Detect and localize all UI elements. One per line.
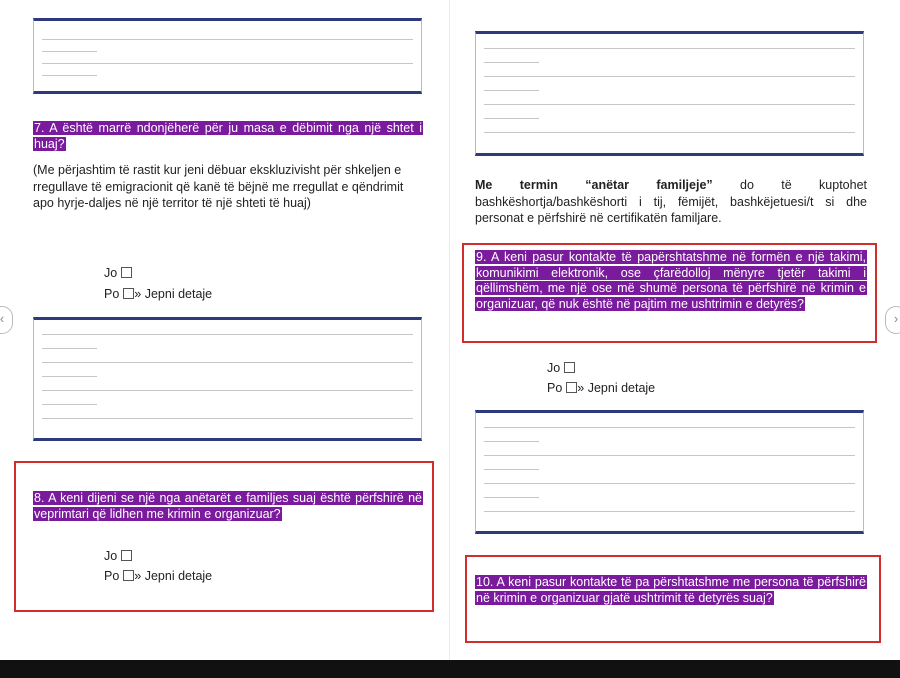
answer-box-q9-details[interactable] xyxy=(475,410,864,534)
definition-text: do të kuptohet bashkëshortja/bashkëshorti i tij, fëmijët, bashkëjetuesi/t si dhe personat e përfshirë në certifikatën familjare. xyxy=(475,178,868,225)
question-7-note: (Me përjashtim të rastit kur jeni dëbuar ekskluzivisht për shkeljen e rregullave të emigracionit që kanë të bëjnë me rregullat e qëndrimit apo hyrje-daljes në një territor të një shteti të huaj) xyxy=(33,163,404,210)
answer-box-top-right[interactable] xyxy=(475,31,864,156)
q8-option-no-label: Jo xyxy=(104,549,118,563)
definition-term: Me termin “anëtar familjeje” xyxy=(475,178,713,192)
question-10-text: 10. A keni pasur kontakte të pa përshtatshme me persona të përfshirë në krimin e organizuar gjatë ushtrimit të detyrës suaj? xyxy=(476,575,866,605)
q7-option-no[interactable] xyxy=(104,265,132,281)
question-10 xyxy=(475,575,867,606)
prev-page-arrow[interactable]: ‹ xyxy=(0,306,13,334)
q8-checkbox-yes[interactable] xyxy=(123,570,134,581)
next-page-arrow[interactable]: › xyxy=(885,306,900,334)
q8-option-yes[interactable] xyxy=(104,568,212,584)
q8-option-yes-label: Po xyxy=(104,569,120,583)
q7-checkbox-yes[interactable] xyxy=(123,288,134,299)
page-left xyxy=(0,0,450,660)
q9-details-label: » Jepni detaje xyxy=(577,381,656,395)
q9-checkbox-yes[interactable] xyxy=(566,382,577,393)
q7-option-no-label: Jo xyxy=(104,266,118,280)
q8-option-no[interactable] xyxy=(104,548,132,564)
annotation-box-q8 xyxy=(14,461,434,612)
q7-option-yes-label: Po xyxy=(104,287,120,301)
question-9-text: 9. A keni pasur kontakte të papërshtatshme në formën e një takimi, komunikimi elektronik, ose çfarëdolloj mënyre tjetër takimi i qëllimshëm, me një ose më shumë persona të përfshirë në krimin e organizuar, që nuk është në pajtim me ushtrimin e detyrës? xyxy=(476,250,866,311)
q9-option-yes[interactable] xyxy=(547,380,655,396)
bottom-bar xyxy=(0,660,900,678)
q8-details-label: » Jepni detaje xyxy=(134,569,213,583)
q9-option-no[interactable] xyxy=(547,360,575,376)
answer-box-top-left[interactable] xyxy=(33,18,422,94)
q7-checkbox-no[interactable] xyxy=(121,267,132,278)
family-member-definition xyxy=(475,177,867,227)
q9-option-no-label: Jo xyxy=(547,361,561,375)
question-8-text: 8. A keni dijeni se një nga anëtarët e familjes suaj është përfshirë në veprimtari që lidhen me krimin e organizuar? xyxy=(34,491,422,521)
q7-details-label: » Jepni detaje xyxy=(134,287,213,301)
q8-checkbox-no[interactable] xyxy=(121,550,132,561)
question-7-text: 7. A është marrë ndonjëherë për ju masa e dëbimit nga një shtet i huaj? xyxy=(34,121,422,151)
question-7 xyxy=(33,121,423,152)
q9-option-yes-label: Po xyxy=(547,381,563,395)
question-8 xyxy=(33,491,423,522)
answer-box-q7-details[interactable] xyxy=(33,317,422,441)
q9-checkbox-no[interactable] xyxy=(564,362,575,373)
q7-option-yes[interactable] xyxy=(104,286,212,302)
question-9 xyxy=(475,250,867,312)
page-right xyxy=(450,0,900,660)
